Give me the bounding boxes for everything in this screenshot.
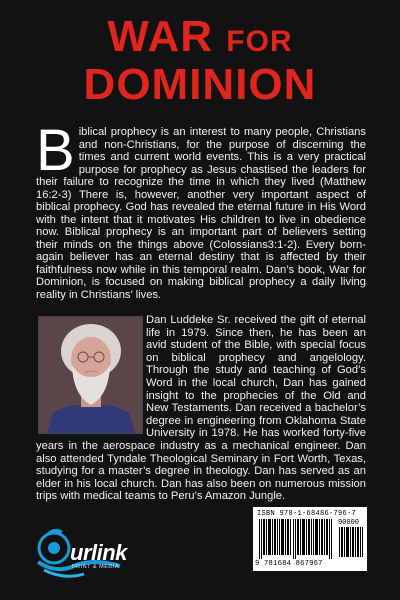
publisher-logo — [34, 522, 127, 580]
book-blurb — [36, 118, 366, 301]
title-word-war: WAR — [107, 12, 214, 61]
blurb-dropcap: B — [36, 118, 75, 183]
isbn-barcode — [253, 507, 367, 571]
price-barcode-bars — [339, 527, 363, 557]
book-title-line1 — [0, 14, 400, 65]
isbn-label: ISBN 978-1-68486-796-7 — [257, 510, 357, 518]
title-word-for: FOR — [226, 25, 293, 58]
price-code: 90000 — [338, 519, 360, 527]
author-bio — [36, 314, 366, 503]
bio-text: Dan Luddeke Sr. received the gift of eternal life in 1979. Since then, he has been an avid student of the Bible, with special focus on biblical prophecy and angelology. Through the study and teaching of God’s Word in the local church, Dan has gained insight to the prophecies of the Old and New Testaments. Dan received a bachelor’s degree in engineering from Oklahoma State University in 1978. He has worked forty-five years in the aerospace industry as a mechanical engineer. Dan also attended Tyndale Theological Seminary in Fort Worth, Texas, studying for a master’s degree in theology. Dan has served as an elder in his local church. Dan has also been on numerous mission trips with medical teams to Peru’s Amazon Jungle. — [36, 314, 366, 503]
barcode-digits: 9 781684 867967 — [255, 560, 323, 568]
blurb-text: iblical prophecy is an interest to many people, Christians and non-Christians, for the purpose of discerning the times and current world events. This is a very practical purpose for prophecy as Jesus chastised the leaders for their failure to recognize the time in which they lived (Matthew 16:2-3) There is, however, another very important aspect of biblical prophecy. God has revealed the eternal future in His Word with the intent that it motivates His children to live in obedience now. Biblical prophecy is an important part of believers setting their minds on the things above (Colossians3:1-2). Every born-again believer has an eternal destiny that is affected by their faithfulness now while in this temporal realm. Dan’s book, War for Dominion, is focused on making biblical prophecy a daily living reality in Christians’ lives. — [36, 126, 366, 301]
book-title-line2: DOMINION — [83, 60, 317, 109]
barcode-bars — [259, 519, 333, 559]
publisher-name: urlink — [70, 540, 127, 565]
publisher-tagline: PRINT & MEDIA — [72, 564, 120, 570]
